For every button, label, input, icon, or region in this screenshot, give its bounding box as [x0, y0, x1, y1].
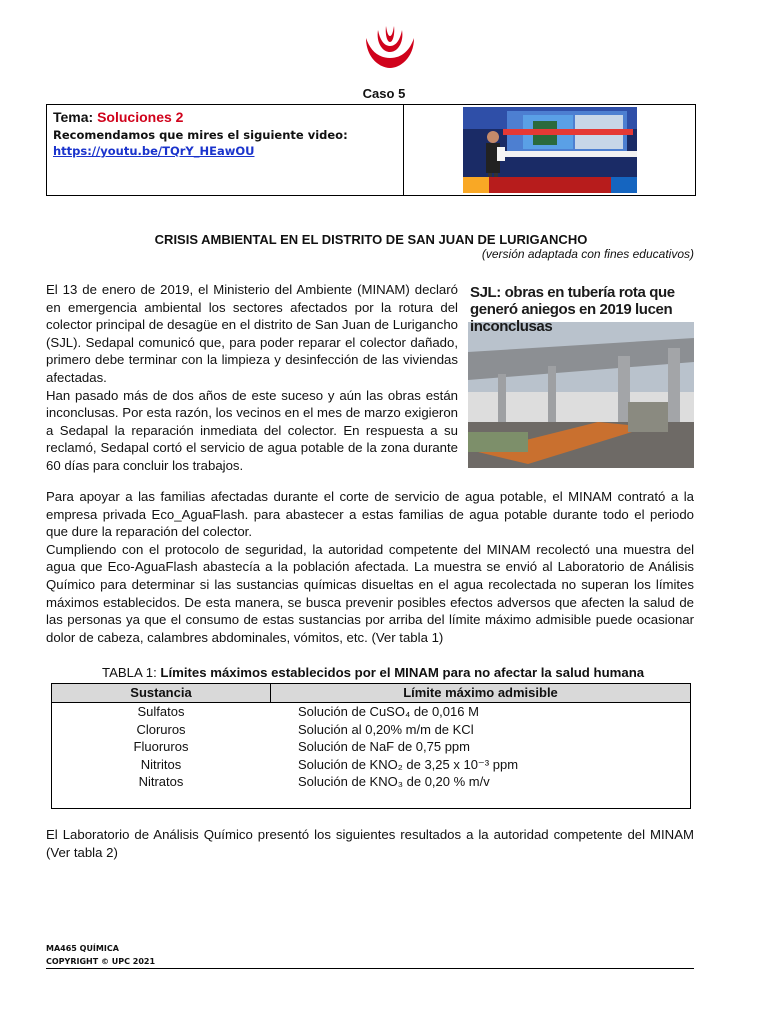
paragraph-2b: Cumpliendo con el protocolo de seguridad, la autoridad competente del MINAM recolectó una muestra del agua que Eco-AguaFlash abastecía a la población afectada. La muestra se envió al Laboratorio de Análisis Químico para determinar si las sustancias químicas disueltas en el agua recolectada no superan los límites máximos establecidos. De esta manera, se busca prevenir posibles efectos adversos que afecten la salud de las personas ya que el consumo de estas sustancias por arriba del límite máximo admisible puede ocasionar dolor de cabeza, calambres abdominales, vómitos, etc. (Ver tabla 1): [46, 541, 694, 645]
limits-table: [51, 683, 691, 809]
paragraph-2: Para apoyar a las familias afectadas durante el corte de servicio de agua potable, el MINAM contrató a la empresa privada Eco_AguaFlash. para abastecer a estas familias de agua potable durante todo el periodo que dure la reparación del colector.: [46, 489, 694, 540]
body-paragraphs: [46, 488, 694, 646]
table-1-caption: [102, 665, 644, 680]
table-row: [52, 722, 690, 740]
footer-divider: [46, 968, 694, 969]
footer-course: MA465 QUÍMICA: [46, 944, 119, 953]
topic-cell: [47, 105, 404, 195]
topic-label: Tema:: [53, 109, 94, 125]
paragraph-1b: Han pasado más de dos años de este suceso y aún las obras están inconclusas. Por esta razón, los vecinos en el mes de marzo exigieron a Sedapal la reparación inmediata del colector. En respuesta a su reclamó, Sedapal cortó el servicio de agua potable de la zona durante 60 días para concluir los trabajos.: [46, 387, 458, 473]
limit-cell: Solución al 0,20% m/m de KCl: [298, 721, 474, 737]
substance-cell: Fluoruros: [133, 739, 189, 755]
topic-header-table: [46, 104, 696, 196]
article-subtitle: (versión adaptada con fines educativos): [481, 247, 694, 261]
header-divider: [270, 684, 271, 702]
limit-cell: Solución de KNO₃ de 0,20 % m/v: [298, 774, 490, 790]
news-broadcast-image: [463, 107, 637, 193]
photo-headline: SJL: obras en tubería rota que generó aniegos en 2019 lucen inconclusas: [470, 284, 675, 335]
table-1-caption-title: Límites máximos establecidos por el MINAM para no afectar la salud humana: [160, 665, 645, 680]
substance-cell: Cloruros: [136, 721, 186, 737]
table-header-row: [52, 684, 690, 703]
intro-paragraphs: [46, 281, 458, 475]
paragraph-3: El Laboratorio de Análisis Químico presentó los siguientes resultados a la autoridad competente del MINAM (Ver tabla 2): [46, 827, 694, 860]
video-thumbnail[interactable]: [463, 107, 637, 193]
table-row: [52, 739, 690, 757]
upc-logo: [362, 24, 418, 70]
limit-cell: Solución de KNO₂ de 3,25 x 10⁻³ ppm: [298, 756, 519, 772]
substance-cell: Nitritos: [140, 756, 182, 772]
table-row: [52, 757, 690, 775]
topic-line: [53, 109, 397, 125]
video-recommendation: Recomendamos que mires el siguiente video:: [53, 128, 348, 142]
article-title: CRISIS AMBIENTAL EN EL DISTRITO DE SAN JUAN DE LURIGANCHO: [154, 232, 588, 247]
table-1-caption-prefix: TABLA 1:: [102, 665, 161, 680]
table-row: [52, 774, 690, 792]
paragraph-1: El 13 de enero de 2019, el Ministerio del Ambiente (MINAM) declaró en emergencia ambiental los sectores afectados por la rotura del colector principal de desagüe en el distrito de San Juan de Lurigancho (SJL). Sedapal comunicó que, para poder reparar el colector dañado, primero debe terminar con la limpieza y desinfección de las viviendas afectadas.: [46, 282, 458, 385]
header-substance: Sustancia: [130, 685, 192, 700]
case-number: Caso 5: [362, 86, 406, 101]
substance-cell: Sulfatos: [137, 704, 185, 719]
limit-cell: Solución de NaF de 0,75 ppm: [298, 739, 470, 755]
header-limit: Límite máximo admisible: [403, 685, 558, 700]
video-link[interactable]: https://youtu.be/TQrY_HEawOU: [53, 144, 255, 158]
table-row: [52, 704, 690, 722]
limit-cell: Solución de CuSO₄ de 0,016 M: [298, 704, 479, 719]
substance-cell: Nitratos: [138, 774, 184, 790]
footer-copyright: COPYRIGHT © UPC 2021: [46, 957, 156, 966]
sjl-news-photo: [468, 282, 694, 468]
footer: [46, 942, 155, 968]
topic-value: Soluciones 2: [97, 109, 184, 125]
